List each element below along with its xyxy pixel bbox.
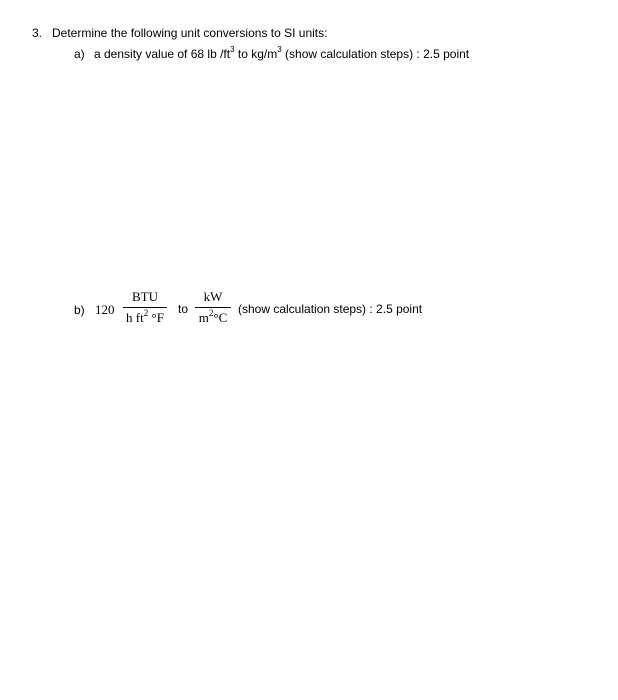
part-b-label: b) bbox=[74, 303, 85, 317]
question-number: 3. bbox=[32, 26, 43, 40]
part-a-exponent-1: 3 bbox=[230, 45, 235, 54]
part-b-value: 120 bbox=[95, 302, 115, 317]
from-unit-fraction bbox=[123, 289, 167, 326]
part-a-exponent-2: 3 bbox=[277, 45, 282, 54]
to-unit-fraction bbox=[195, 289, 231, 326]
part-a-text-after: (show calculation steps) : 2.5 point bbox=[281, 47, 470, 61]
part-a-label: a) bbox=[74, 47, 85, 61]
from-unit-denominator-exponent: 2 bbox=[143, 307, 149, 318]
to-unit-denominator-base: m bbox=[198, 310, 209, 325]
to-unit-numerator: kW bbox=[203, 289, 223, 304]
from-unit-denominator-tail: °F bbox=[148, 310, 164, 325]
from-unit-numerator: BTU bbox=[132, 289, 158, 304]
part-a-text-middle: to kg/m bbox=[234, 47, 278, 61]
part-b-text: (show calculation steps) : 2.5 point bbox=[238, 302, 423, 316]
part-a-text bbox=[94, 47, 469, 61]
from-unit-denominator bbox=[123, 308, 167, 326]
to-unit-denominator-tail: °C bbox=[213, 310, 228, 325]
from-unit-denominator-base: h ft bbox=[126, 310, 144, 325]
to-word: to bbox=[178, 302, 189, 316]
question-text: Determine the following unit conversions to SI units: bbox=[52, 26, 328, 40]
to-unit-denominator-exponent: 2 bbox=[208, 307, 214, 318]
to-unit-denominator bbox=[195, 308, 231, 326]
part-a-text-before: a density value of 68 lb /ft bbox=[94, 47, 231, 61]
